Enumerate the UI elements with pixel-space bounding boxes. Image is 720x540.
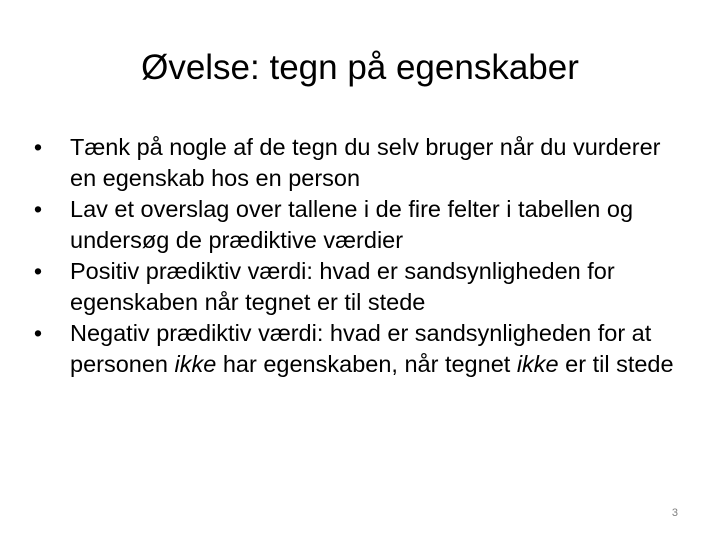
bullet-icon: • [33, 196, 43, 222]
bullet-list [30, 132, 680, 380]
bullet-text-part: Negativ prædiktiv værdi: hvad er sandsynligheden for at personen [70, 320, 652, 377]
bullet-icon: • [33, 320, 43, 346]
page-number: 3 [671, 507, 678, 519]
slide-title: Øvelse: tegn på egenskaber [141, 48, 579, 87]
bullet-text-part: har egenskaben, når tegnet [216, 350, 517, 377]
emphasis-ikke: ikke [516, 350, 559, 377]
bullet-text: Positiv prædiktiv værdi: hvad er sandsynligheden for egenskaben når tegnet er til stede [70, 258, 615, 315]
emphasis-ikke: ikke [174, 350, 217, 377]
bullet-text-part: er til stede [558, 350, 674, 377]
bullet-text: Lav et overslag over tallene i de fire felter i tabellen og undersøg de prædiktive værdier [70, 196, 634, 253]
bullet-icon: • [33, 134, 43, 160]
bullet-text: Tænk på nogle af de tegn du selv bruger når du vurderer en egenskab hos en person [70, 134, 661, 191]
bullet-item-signs [30, 132, 680, 193]
bullet-item-positive-predictive [30, 256, 680, 317]
bullet-item-estimate [30, 194, 680, 255]
bullet-item-negative-predictive [30, 318, 680, 379]
bullet-icon: • [33, 258, 43, 284]
